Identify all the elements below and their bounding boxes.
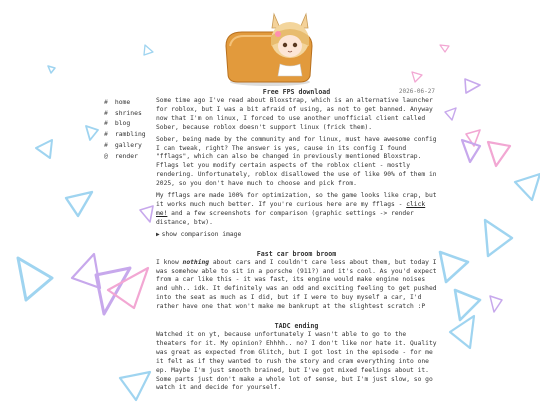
hash-icon: # [104, 119, 108, 128]
nav-item-label: shrines [114, 108, 142, 117]
site-nav [104, 97, 154, 161]
triangle-deco [108, 268, 148, 308]
triangle-deco [66, 192, 92, 216]
post-title-text: Fast car broom broom [256, 249, 337, 258]
paragraph-text: My fflags are made 100% for optimization, so the game looks like crap, but it works much much better. If you're curious here are my fflags - [156, 192, 437, 208]
hash-icon: # [104, 130, 108, 139]
triangle-deco [412, 72, 422, 82]
triangle-deco [515, 174, 540, 200]
comparison-details-toggle[interactable] [156, 231, 437, 240]
triangle-deco [450, 316, 474, 348]
fflags-link[interactable]: click me! [156, 200, 426, 217]
post-title-text: Free FPS download [262, 88, 331, 96]
triangle-deco [96, 268, 130, 314]
nav-item-shrines[interactable] [104, 108, 154, 119]
triangle-deco [488, 142, 510, 166]
nav-item-rambling[interactable] [104, 129, 154, 140]
bread-fox-mascot-icon [222, 6, 318, 88]
post-title [156, 322, 437, 331]
triangle-deco [490, 296, 502, 312]
nav-item-label: blog [114, 119, 131, 128]
post-title [156, 250, 437, 259]
blog-post [156, 250, 437, 312]
nav-item-render[interactable] [104, 151, 154, 162]
nav-item-gallery[interactable] [104, 140, 154, 151]
paragraph-text: I know [156, 258, 183, 266]
triangle-deco [485, 220, 512, 256]
triangle-deco [445, 108, 456, 120]
nav-item-label: rambling [114, 130, 146, 139]
hash-icon: # [104, 108, 108, 117]
at-icon: @ [104, 151, 108, 160]
blog-post [156, 322, 437, 393]
triangle-deco [86, 126, 98, 140]
nav-item-label: home [114, 98, 131, 106]
triangle-deco [36, 140, 52, 158]
nav-item-home[interactable] [104, 97, 154, 108]
details-label: show comparison image [161, 230, 242, 238]
nav-item-blog[interactable] [104, 118, 154, 129]
triangle-deco [440, 45, 449, 52]
triangle-deco [455, 290, 480, 320]
triangle-right-icon: ▶ [156, 230, 160, 238]
nav-item-label: gallery [114, 140, 142, 149]
triangle-deco [462, 140, 480, 162]
triangle-deco [48, 66, 55, 73]
nav-item-label: render [114, 151, 138, 160]
post-date: 2026-06-27 [398, 88, 435, 95]
triangle-deco [466, 130, 480, 146]
paragraph-text: about cars and I couldn't care less about them, but today I was somehow able to sit in a porsche (911?) and it's cool. As you'd expect from a car like this - it was fast, its engine would make engine noises and uhh.. idk. It definitely was an odd and exciting feeling to get pushed into the seat as much as I did, but if I were to buy myself a car, I'd rather have one that won't make me bankrupt at the slightest scratch :P [156, 258, 437, 311]
paragraph-text: and a few screenshots for comparison (graphic settings -> render distance, btw). [156, 209, 414, 226]
blog-post [156, 88, 437, 240]
triangle-deco [120, 372, 150, 400]
triangle-deco [72, 254, 100, 288]
post-title-text: TADC ending [274, 322, 319, 331]
hash-icon: # [104, 98, 108, 106]
post-paragraph: Sober, being made by the community and for linux, must have awesome config I can tweak, right? The answer is yes, cause in its config I found "fflags", which can also be changed in previously mentioned Bloxstrap. Fflags let you modify certain aspects of the roblox client - mostly rendering. Unfortunately, roblox disallowed the use of like 90% of them in 2025, so you don't have much to choose and pick from. [156, 135, 437, 188]
triangle-deco [18, 258, 52, 300]
hash-icon: # [104, 140, 108, 149]
post-paragraph [156, 259, 437, 312]
post-paragraph: Some time ago I've read about Bloxstrap, which is an alternative launcher for roblox, but I was a bit afraid of using, as not to get banned. Anyway now that I'm on linux, I forced to use another unofficial client called Sober, because roblox doesn't support linux (frick them). [156, 97, 433, 131]
triangle-deco [465, 79, 480, 93]
triangle-deco [144, 45, 153, 55]
triangle-deco [440, 252, 468, 282]
post-paragraph: Watched it on yt, because unfortunately I wasn't able to go to the theaters for it. My opinion? Ehhhh.. no? I don't like nor hate it. Quality was great as expected from Glitch, but I got lost in the episode - for me it felt as if they wanted to rush the story and cram everything into one ep. Maybe I'm just smooth brained, but I've got mixed feelings about it. Some parts just don't make a whole lot of sense, but I'm just slow, so go watch it and decide for yourself. [156, 331, 437, 392]
post-paragraph [156, 192, 437, 228]
post-title [156, 88, 437, 97]
emphasis-text: nothing [182, 258, 210, 266]
blog-content [156, 88, 437, 396]
triangle-deco [140, 206, 153, 222]
